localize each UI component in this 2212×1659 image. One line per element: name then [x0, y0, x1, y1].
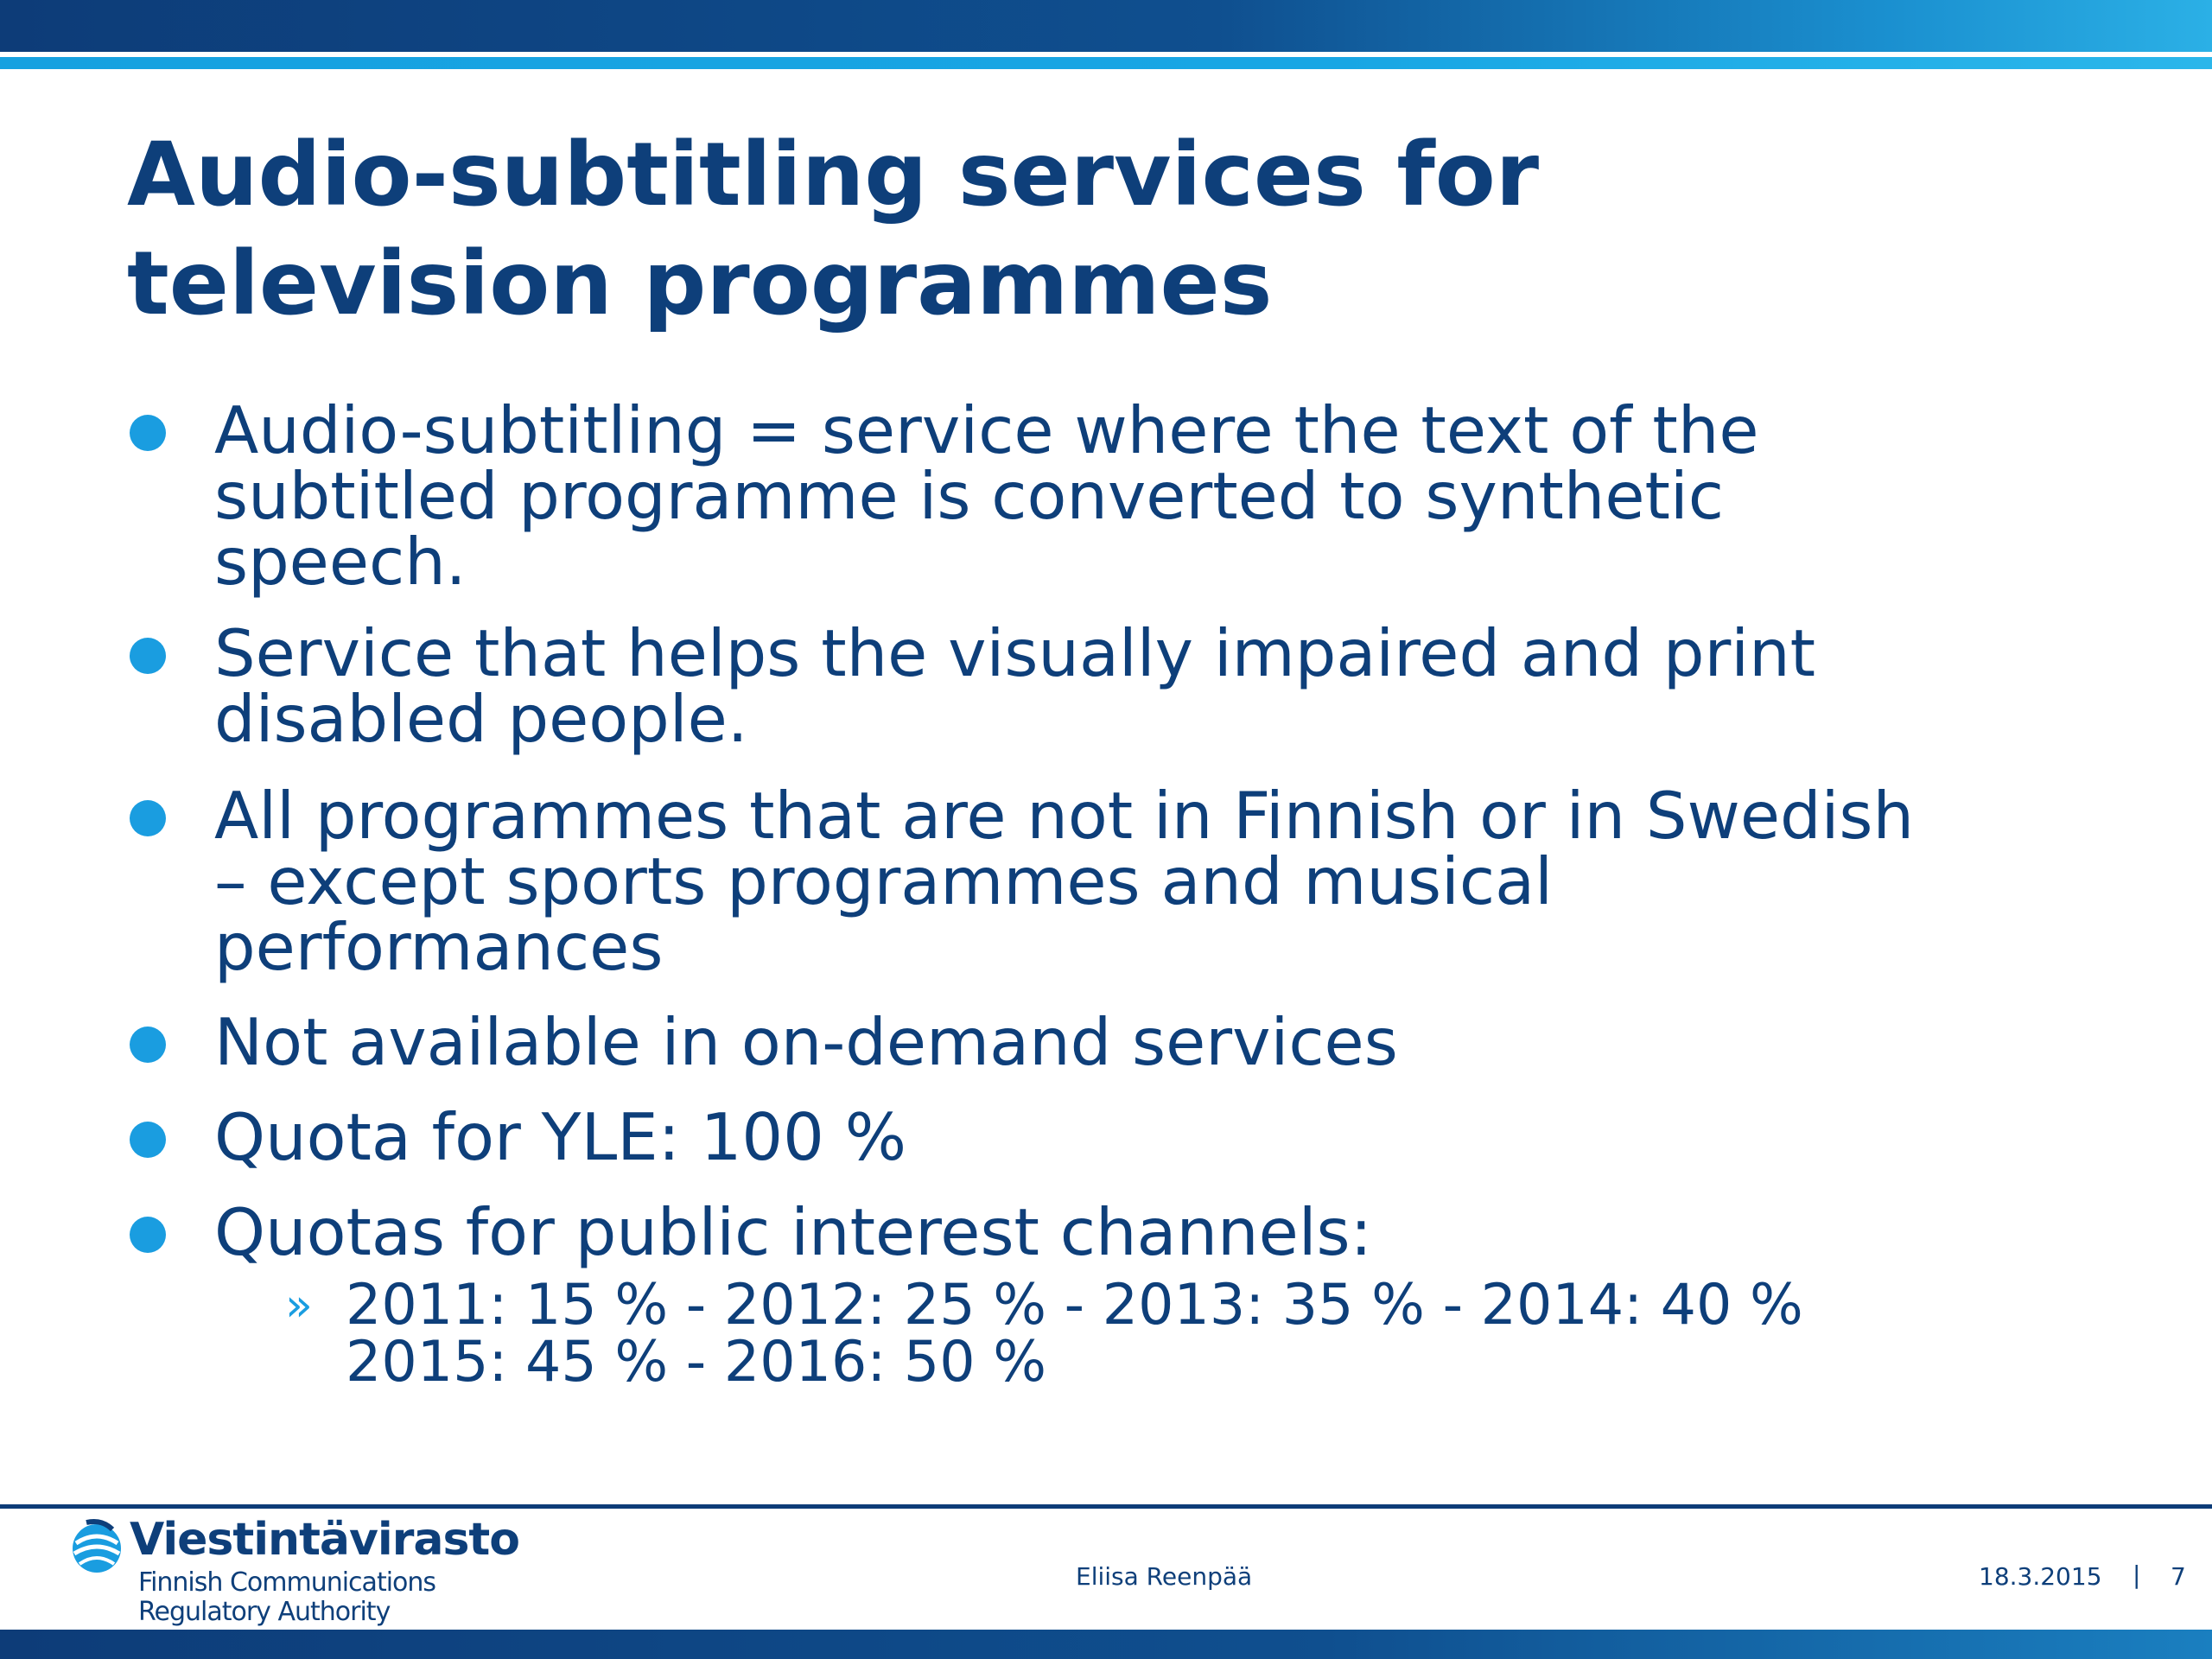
sub-bullet-text-line: 2011: 15 % - 2012: 25 % - 2013: 35 % - 2014: 40 % [346, 1273, 1803, 1338]
bullet-dot-icon [130, 1027, 166, 1063]
footer-bar [0, 1630, 2212, 1659]
footer-separator: | [2133, 1560, 2141, 1589]
bullet-text-line: Quota for YLE: 100 % [214, 1099, 906, 1175]
footer-divider [0, 1504, 2212, 1509]
bullet-dot-icon [130, 638, 166, 674]
agency-logo [67, 1514, 551, 1626]
logo-subtitle-line-1: Finnish Communications [138, 1567, 436, 1598]
bullet-text-line: Quotas for public interest channels: [214, 1194, 1372, 1270]
double-chevron-icon: » [285, 1280, 313, 1332]
logo-name: Viestintävirasto [130, 1514, 520, 1566]
globe-logo-icon [67, 1517, 126, 1576]
bullet-dot-icon [130, 415, 166, 451]
bullet-text-line: Not available in on-demand services [214, 1004, 1398, 1080]
bullet-item [214, 392, 2072, 600]
bullet-dot-icon [130, 1122, 166, 1158]
bullet-item [214, 778, 2072, 985]
sub-bullet-text-line: 2015: 45 % - 2016: 50 % [346, 1330, 1047, 1395]
bullet-item [214, 1099, 2072, 1175]
bullet-text-line: disabled people. [214, 681, 748, 757]
bullet-item [214, 1194, 2072, 1270]
presenter-name: Eliisa Reenpää [1076, 1562, 1253, 1591]
bullet-text-line: speech. [214, 524, 467, 600]
page-number: 7 [2171, 1562, 2186, 1591]
bullet-text-line: All programmes that are not in Finnish or in Swedish [214, 778, 1915, 854]
logo-subtitle-line-2: Regulatory Authority [138, 1597, 391, 1627]
bullet-text-line: – except sports programmes and musical [214, 843, 1553, 919]
bullet-text-line: Audio-subtitling = service where the text of the [214, 392, 1759, 468]
presentation-date: 18.3.2015 [1979, 1562, 2102, 1591]
header-stripe [0, 57, 2212, 69]
bullet-text-line: performances [214, 909, 664, 985]
bullet-item [214, 1004, 2072, 1080]
bullet-dot-icon [130, 800, 166, 836]
bullet-dot-icon [130, 1217, 166, 1253]
bullet-item [214, 615, 2072, 757]
bullet-text-line: subtitled programme is converted to synthetic [214, 458, 1724, 534]
sub-bullet-item [285, 1273, 1987, 1395]
slide-title-line-1: Audio-subtitling services for [127, 124, 1540, 226]
bullet-text-line: Service that helps the visually impaired and print [214, 615, 1816, 691]
slide-title [127, 121, 2028, 339]
slide-title-line-2: television programmes [127, 232, 1273, 335]
header-bar [0, 0, 2212, 52]
